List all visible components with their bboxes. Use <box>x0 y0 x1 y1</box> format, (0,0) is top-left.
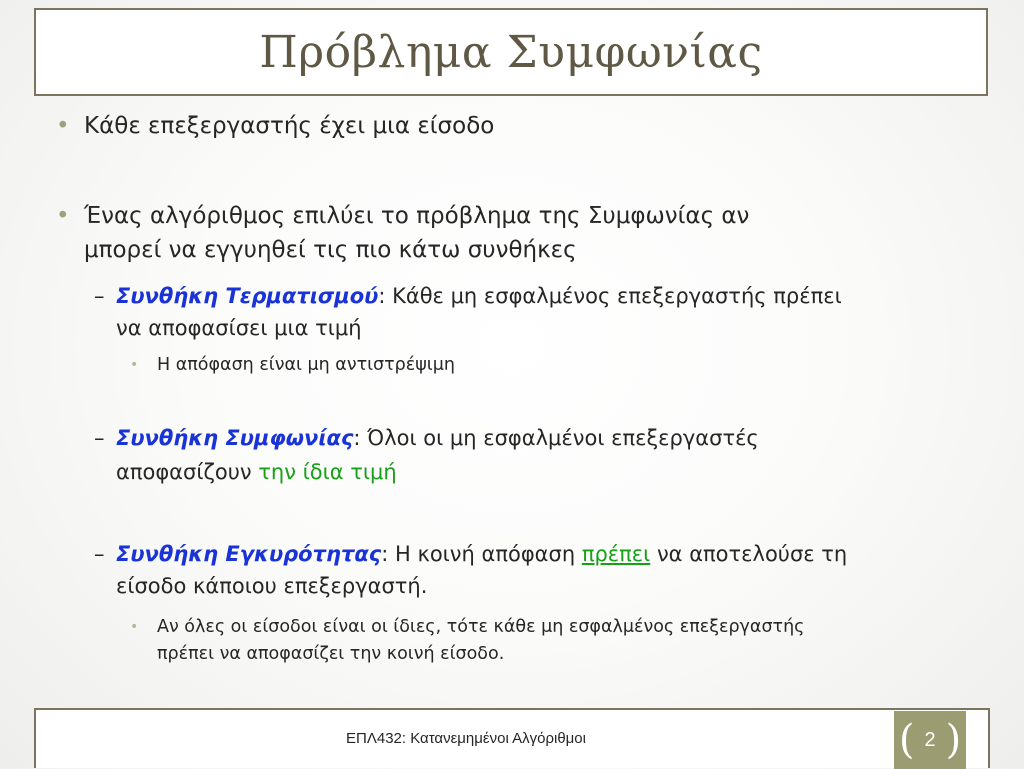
sub-bullet-text-line-1: Αν όλες οι είσοδοι είναι οι ίδιες, τότε κάθε μη εσφαλμένος επεξεργαστής <box>157 617 805 637</box>
bullet-dot-icon: • <box>56 113 70 139</box>
page-number-box <box>894 711 966 769</box>
condition-text-line-2: είσοδο κάποιου επεξεργαστή. <box>116 574 428 598</box>
bullet-1-text: Κάθε επεξεργαστής έχει μια είσοδο <box>84 113 495 139</box>
condition-text: : Κάθε μη εσφαλμένος επεξεργαστής πρέπει <box>378 284 842 308</box>
dash-icon: – <box>94 542 105 566</box>
condition-text-line-2: αποφασίζουν <box>116 460 259 484</box>
title-box <box>34 8 988 96</box>
dash-icon: – <box>94 426 105 450</box>
page-number: 2 <box>924 729 936 751</box>
sub-bullet-dot-icon: • <box>130 619 139 635</box>
bullet-dot-icon: • <box>56 203 70 229</box>
bullet-2-line-2: μπορεί να εγγυηθεί τις πιο κάτω συνθήκες <box>84 237 577 263</box>
condition-text: : Όλοι οι μη εσφαλμένοι επεξεργαστές <box>353 426 759 450</box>
footer <box>34 708 990 768</box>
bullet-2-line-1: Ένας αλγόριθμος επιλύει το πρόβλημα της Συμφωνίας αν <box>84 203 750 229</box>
dash-icon: – <box>94 284 105 308</box>
condition-text: : Η κοινή απόφαση <box>381 542 582 566</box>
sub-bullet-dot-icon: • <box>130 357 139 373</box>
slide-title: Πρόβλημα Συμφωνίας <box>259 26 763 78</box>
condition-text-suffix: να αποτελούσε τη <box>650 542 848 566</box>
highlight-link-text[interactable]: πρέπει <box>581 542 651 566</box>
condition-text-line-2: να αποφασίσει μια τιμή <box>116 316 362 340</box>
highlight-text: την ίδια τιμή <box>258 460 397 484</box>
condition-name: Συνθήκη Εγκυρότητας <box>116 542 382 566</box>
right-bracket-icon: ) <box>945 717 962 763</box>
sub-bullet-text-line-2: πρέπει να αποφασίζει την κοινή είσοδο. <box>157 644 505 664</box>
footer-course: ΕΠΛ432: Κατανεμημένοι Αλγόριθμοι <box>346 730 586 747</box>
sub-bullet-text: Η απόφαση είναι μη αντιστρέψιμη <box>157 355 455 375</box>
condition-name: Συνθήκη Τερματισμού <box>116 284 379 308</box>
condition-name: Συνθήκη Συμφωνίας <box>116 426 354 450</box>
left-bracket-icon: ( <box>898 717 915 763</box>
